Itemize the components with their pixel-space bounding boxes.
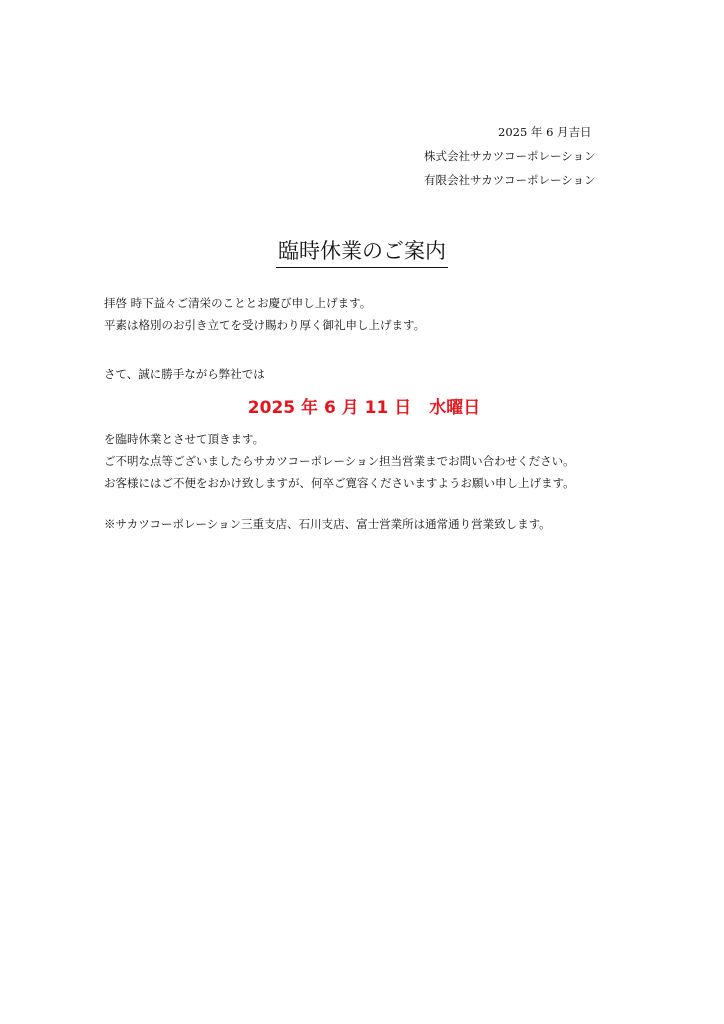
greeting-line: 平素は格別のお引き立てを受け賜わり厚く御礼申し上げます。 [104,318,426,332]
intro-line: さて、誠に勝手ながら弊社では [104,367,265,381]
issue-date: 2025 年 6 月吉日 [498,125,592,139]
greeting-line: 拝啓 時下益々ご清栄のこととお慶び申し上げます。 [104,296,372,310]
notice-line: ご不明な点等ございましたらサカツコーポレーション担当営業までお問い合わせください。 [104,454,575,468]
branch-note: ※サカツコーポレーション三重支店、石川支店、富士営業所は通常通り営業致します。 [104,517,551,531]
closure-date: 2025 年 6 月 11 日 [247,398,412,418]
closure-date-highlight [0,394,724,422]
greeting-paragraph [104,292,704,336]
page-title [0,236,724,268]
page-title-text: 臨時休業のご案内 [276,236,448,268]
notice-paragraph [104,428,704,494]
company-name-yugen: 有限会社サカツコーポレーション [424,173,596,187]
company-name-kabushiki: 株式会社サカツコーポレーション [424,149,596,163]
notice-line: お客様にはご不便をおかけ致しますが、何卒ご寛容くださいますようお願い申し上げます。 [104,476,575,490]
closure-weekday: 水曜日 [429,398,481,418]
notice-line: を臨時休業とさせて頂きます。 [104,432,265,446]
letter-header [424,120,704,192]
